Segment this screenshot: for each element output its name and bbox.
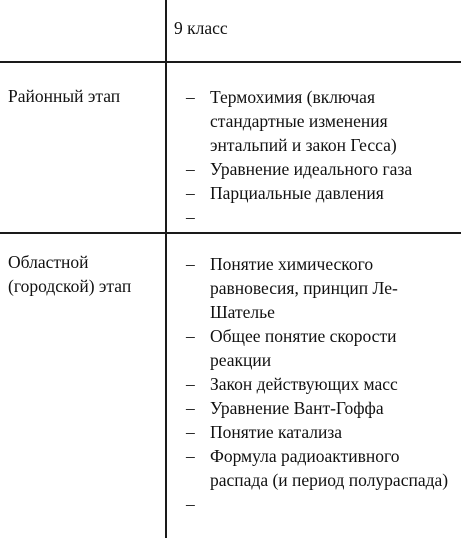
dash-bullet: – <box>186 207 195 227</box>
topic-text: Понятие катализа <box>210 422 343 442</box>
dash-bullet: – <box>186 326 195 346</box>
topic-text: Общее понятие скорости реакции <box>210 326 397 370</box>
dash-bullet: – <box>186 87 195 107</box>
dash-bullet: – <box>186 183 195 203</box>
stage-district: Районный этап <box>8 86 121 106</box>
dash-bullet: – <box>186 159 195 179</box>
row-divider-2 <box>0 232 461 234</box>
topic-text: Закон действующих масс <box>210 374 398 394</box>
topic-text: Парциальные давления <box>210 183 384 203</box>
dash-bullet: – <box>186 446 195 466</box>
row-divider-1 <box>0 61 461 63</box>
topic-text: Термохимия (включая стандартные изменения энтальпий и закон Гесса) <box>210 87 397 155</box>
topic-text: Уравнение Вант-Гоффа <box>210 398 384 418</box>
stage-regional: Областной (городской) этап <box>8 252 132 296</box>
topic-list-regional <box>186 252 456 514</box>
topic-text: Формула радиоактивного распада (и период полураспада) <box>210 446 449 490</box>
list-item <box>186 181 456 205</box>
list-item <box>186 157 456 181</box>
list-item <box>186 252 456 324</box>
list-item <box>186 396 456 420</box>
column-divider <box>165 0 167 538</box>
list-item <box>186 444 456 492</box>
list-item <box>186 420 456 444</box>
dash-bullet: – <box>186 374 195 394</box>
dash-bullet: – <box>186 494 195 514</box>
list-item <box>186 85 456 157</box>
dash-bullet: – <box>186 254 195 274</box>
grade-header: 9 класс <box>174 18 228 38</box>
dash-bullet: – <box>186 398 195 418</box>
topic-list-district <box>186 85 456 227</box>
list-item <box>186 372 456 396</box>
dash-bullet: – <box>186 422 195 442</box>
topic-text: Понятие химического равновесия, принцип Ле-Шателье <box>210 254 398 322</box>
topic-text: Уравнение идеального газа <box>210 159 413 179</box>
list-item <box>186 324 456 372</box>
